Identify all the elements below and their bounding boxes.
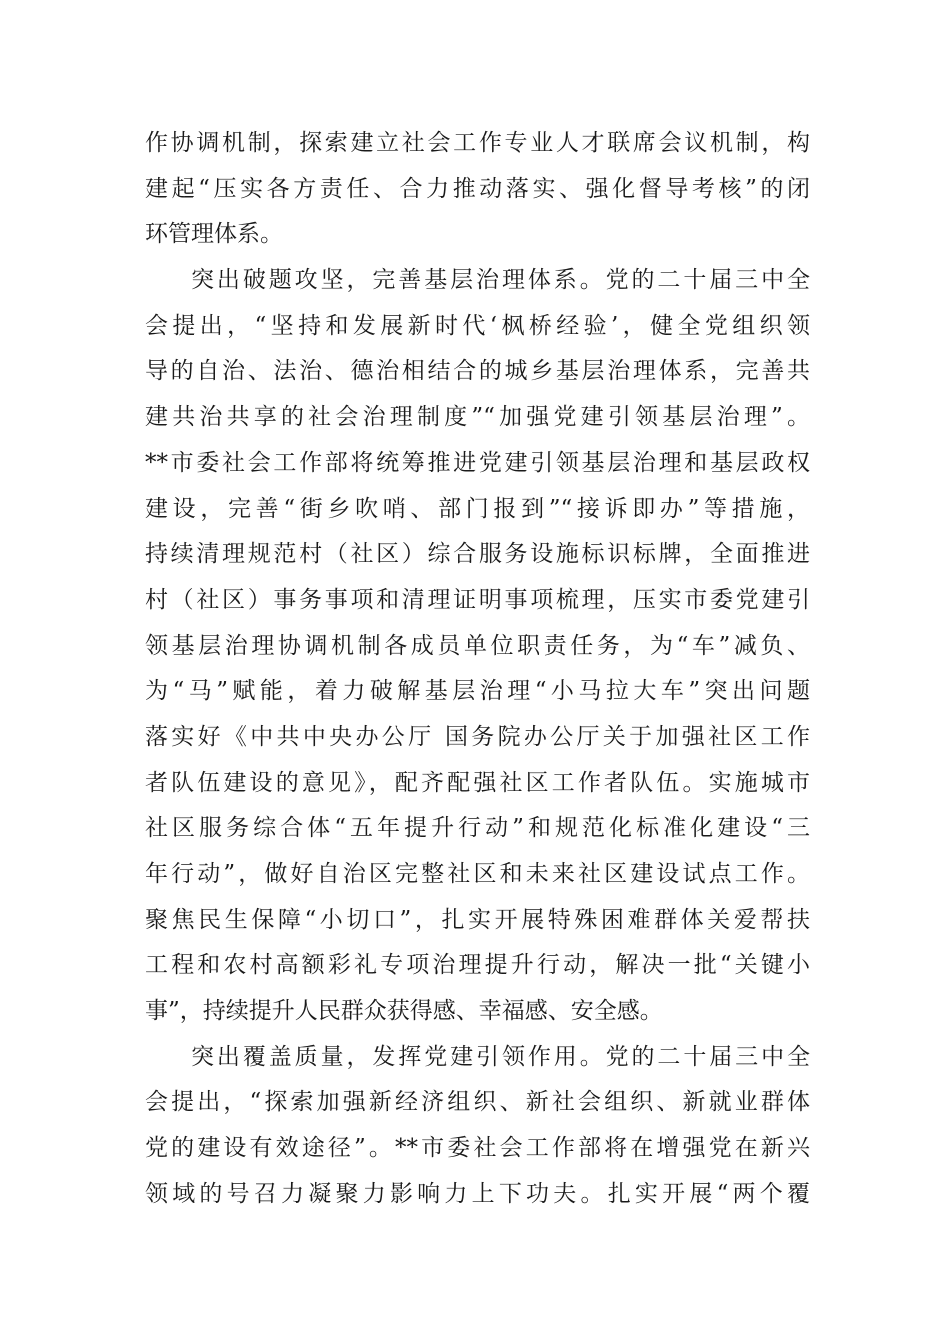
paragraph-line: 聚焦民生保障“小切口”，扎实开展特殊困难群体关爱帮扶: [145, 906, 810, 933]
paragraph-line: 为“马”赋能，着力破解基层治理“小马拉大车”突出问题: [145, 678, 810, 705]
paragraph-line: 建起“压实各方责任、合力推动落实、强化督导考核”的闭: [145, 175, 810, 202]
paragraph-line: 党的建设有效途径”。**市委社会工作部将在增强党在新兴: [145, 1135, 810, 1162]
paragraph-line: 领基层治理协调机制各成员单位职责任务，为“车”减负、: [145, 632, 810, 659]
paragraph-line: 落实好《中共中央办公厅 国务院办公厅关于加强社区工作: [145, 723, 810, 750]
paragraph-line: 会提出，“坚持和发展新时代‘枫桥经验’，健全党组织领: [145, 312, 810, 339]
paragraph-line: 导的自治、法治、德治相结合的城乡基层治理体系，完善共: [145, 358, 810, 385]
paragraph-line: 突出破题攻坚，完善基层治理体系。党的二十届三中全: [191, 267, 810, 294]
paragraph-line: 年行动”，做好自治区完整社区和未来社区建设试点工作。: [145, 861, 810, 887]
paragraph-1: [145, 121, 810, 258]
paragraph-line: 建设，完善“街乡吹哨、部门报到”“接诉即办”等措施，: [145, 495, 810, 522]
paragraph-line: 工程和农村高额彩礼专项治理提升行动，解决一批“关键小: [145, 952, 810, 979]
paragraph-line: 村（社区）事务事项和清理证明事项梳理，压实市委党建引: [145, 586, 810, 613]
paragraph-3: [145, 1035, 810, 1218]
paragraph-line: 社区服务综合体“五年提升行动”和规范化标准化建设“三: [145, 815, 810, 842]
paragraph-line: 作协调机制，探索建立社会工作专业人才联席会议机制，构: [145, 130, 810, 156]
paragraph-2: [145, 258, 810, 1035]
document-body: [145, 121, 810, 1218]
paragraph-line: 环管理体系。: [145, 221, 283, 248]
paragraph-line: 会提出，“探索加强新经济组织、新社会组织、新就业群体: [145, 1089, 810, 1116]
paragraph-line: 突出覆盖质量，发挥党建引领作用。党的二十届三中全: [191, 1043, 810, 1070]
paragraph-line: 建共治共享的社会治理制度”“加强党建引领基层治理”。: [145, 404, 810, 431]
paragraph-line: 事”，持续提升人民群众获得感、幸福感、安全感。: [145, 998, 663, 1025]
paragraph-line: **市委社会工作部将统筹推进党建引领基层治理和基层政权: [145, 449, 810, 476]
paragraph-line: 者队伍建设的意见》，配齐配强社区工作者队伍。实施城市: [145, 769, 810, 796]
paragraph-line: 领域的号召力凝聚力影响力上下功夫。扎实开展“两个覆: [145, 1180, 810, 1207]
paragraph-line: 持续清理规范村（社区）综合服务设施标识标牌，全面推进: [145, 541, 810, 568]
